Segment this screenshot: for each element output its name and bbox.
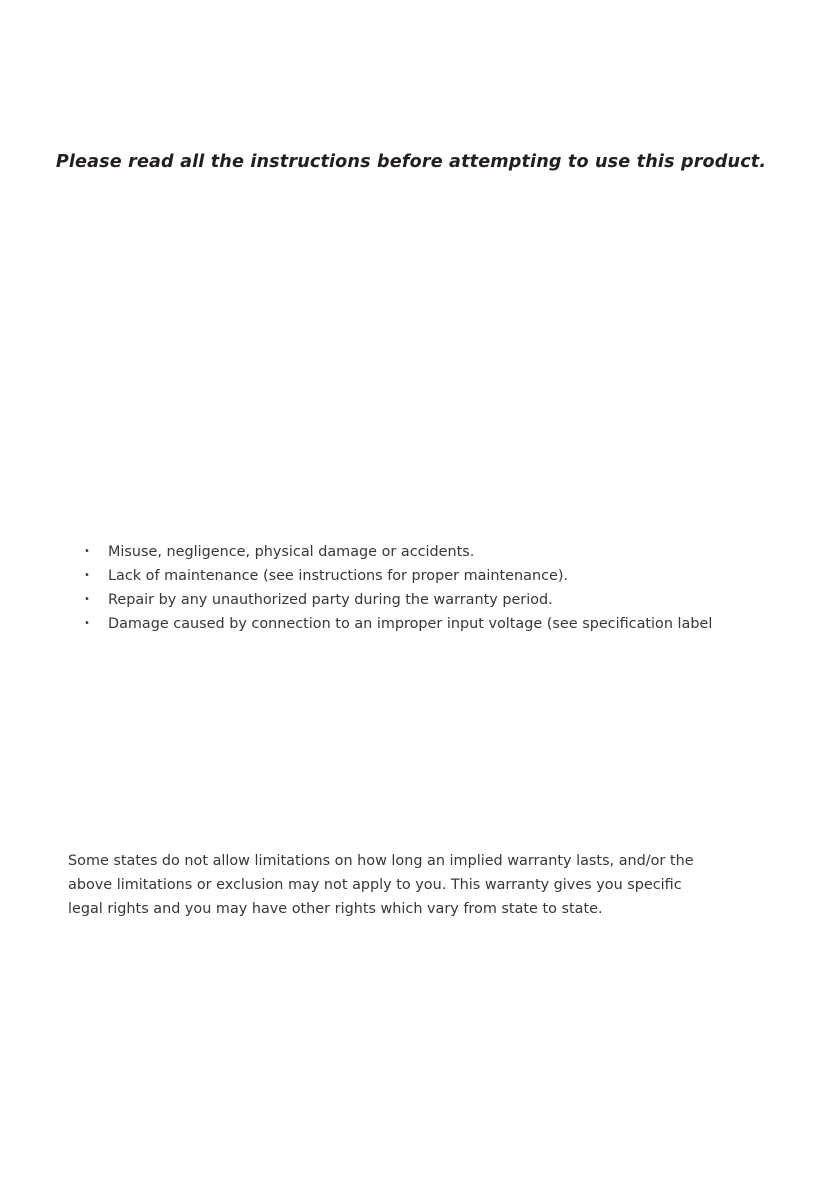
list-item — [84, 564, 712, 588]
bullet-icon: • — [84, 546, 90, 557]
bullet-icon: • — [84, 618, 90, 629]
list-item-text: Misuse, negligence, physical damage or accidents. — [108, 544, 475, 560]
list-item-text: Repair by any unauthorized party during the warranty period. — [108, 592, 553, 608]
state-rights-paragraph — [68, 849, 788, 921]
read-instructions-notice: Please read all the instructions before attempting to use this product. — [55, 152, 767, 172]
list-item-text: Lack of maintenance (see instructions for proper maintenance). — [108, 568, 569, 584]
paragraph-line: legal rights and you may have other rights which vary from state to state. — [68, 901, 603, 917]
paragraph-line: above limitations or exclusion may not apply to you. This warranty gives you specific — [68, 877, 682, 893]
bullet-icon: • — [84, 594, 90, 605]
list-item — [84, 612, 712, 636]
paragraph-line: Some states do not allow limitations on how long an implied warranty lasts, and/or the — [68, 853, 694, 869]
bullet-icon: • — [84, 570, 90, 581]
warranty-exclusions-list — [84, 540, 712, 636]
list-item — [84, 540, 712, 564]
list-item-text: Damage caused by connection to an improper input voltage (see specification label — [108, 616, 713, 632]
list-item — [84, 588, 712, 612]
